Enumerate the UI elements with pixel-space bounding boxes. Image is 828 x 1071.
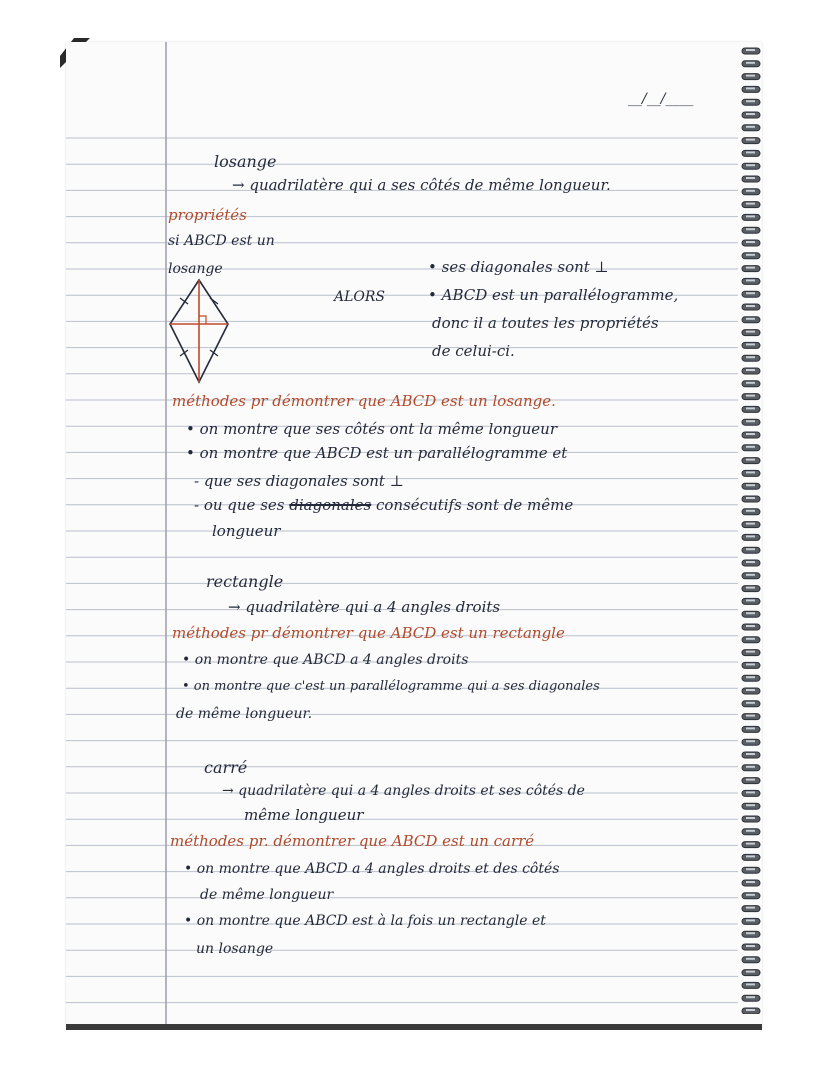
spiral-ring-highlight <box>746 932 755 934</box>
spiral-ring-highlight <box>746 177 755 179</box>
spiral-ring-highlight <box>746 804 755 806</box>
spiral-ring <box>742 61 760 67</box>
spiral-ring-highlight <box>746 433 755 435</box>
spiral-ring-highlight <box>746 855 755 857</box>
spiral-ring-highlight <box>746 139 755 141</box>
spiral-ring-highlight <box>746 971 755 973</box>
spiral-ring-highlight <box>746 727 755 729</box>
spiral-ring-highlight <box>746 484 755 486</box>
spiral-ring-highlight <box>746 766 755 768</box>
spiral-ring-highlight <box>746 958 755 960</box>
spiral-ring-highlight <box>746 740 755 742</box>
carre-method-2: • on montre que ABCD est à la fois un rectangle et <box>184 913 546 929</box>
carre-method-2-cont: un losange <box>196 941 274 957</box>
rectangle-method-2-cont: de même longueur. <box>176 706 313 722</box>
losange-method-2b-cont: longueur <box>212 522 281 540</box>
spiral-ring-highlight <box>746 894 755 896</box>
spiral-ring-highlight <box>746 356 755 358</box>
spiral-ring-highlight <box>746 651 755 653</box>
spiral-ring-highlight <box>746 510 755 512</box>
losange-method-1: • on montre que ses côtés ont la même longueur <box>186 420 558 438</box>
carre-methods-heading: méthodes pr. démontrer que ABCD est un carré <box>170 832 535 850</box>
method-2b-struck-word: diagonales <box>289 496 372 514</box>
spiral-ring-highlight <box>746 868 755 870</box>
method-2b-prefix: - ou que ses <box>194 496 285 514</box>
property-bullet-2-cont-1: donc il a toutes les propriétés <box>432 314 659 332</box>
spiral-ring-highlight <box>746 779 755 781</box>
spiral-ring-highlight <box>746 49 755 51</box>
spiral-ring-highlight <box>746 676 755 678</box>
date-field: __/__/____ <box>628 91 694 107</box>
property-bullet-2: • ABCD est un parallélogramme, <box>428 286 679 304</box>
property-bullet-1: • ses diagonales sont ⊥ <box>428 258 609 276</box>
spiral-ring-highlight <box>746 241 755 243</box>
spiral-ring-highlight <box>746 843 755 845</box>
losange-methods-heading: méthodes pr démontrer que ABCD est un losange. <box>172 392 556 410</box>
spiral-ring-highlight <box>746 382 755 384</box>
spiral-ring-highlight <box>746 292 755 294</box>
spiral-ring-highlight <box>746 945 755 947</box>
spiral-ring-highlight <box>746 126 755 128</box>
rectangle-methods-heading: méthodes pr démontrer que ABCD est un rectangle <box>172 624 565 642</box>
spiral-ring-highlight <box>746 420 755 422</box>
spiral-ring-highlight <box>746 228 755 230</box>
properties-heading: propriétés <box>168 206 247 224</box>
condition-line-1: si ABCD est un <box>168 233 275 249</box>
spiral-ring-highlight <box>746 407 755 409</box>
losange-definition: → quadrilatère qui a ses côtés de même longueur. <box>232 176 611 194</box>
spiral-ring-highlight <box>746 574 755 576</box>
losange-title: losange <box>214 152 277 171</box>
rectangle-method-2: • on montre que c'est un parallélogramme qui a ses diagonales <box>182 679 600 694</box>
rectangle-title: rectangle <box>206 572 284 591</box>
spiral-ring-highlight <box>746 446 755 448</box>
spiral-ring-highlight <box>746 203 755 205</box>
spiral-ring-highlight <box>746 267 755 269</box>
spiral-ring-highlight <box>746 113 755 115</box>
carre-definition: → quadrilatère qui a 4 angles droits et ses côtés de <box>222 783 585 799</box>
spiral-ring-highlight <box>746 318 755 320</box>
carre-definition-cont: même longueur <box>244 806 364 824</box>
spiral-ring-highlight <box>746 62 755 64</box>
spiral-ring-highlight <box>746 638 755 640</box>
spiral-ring-highlight <box>746 535 755 537</box>
spiral-ring-highlight <box>746 1009 755 1011</box>
spiral-ring-highlight <box>746 919 755 921</box>
carre-method-1-cont: de même longueur <box>200 887 334 903</box>
spiral-ring-highlight <box>746 753 755 755</box>
spiral-ring-highlight <box>746 75 755 77</box>
spiral-ring-highlight <box>746 702 755 704</box>
condition-line-2: losange <box>168 261 223 277</box>
alors-label: ALORS <box>334 289 386 305</box>
spiral-ring-highlight <box>746 343 755 345</box>
spiral-ring <box>742 534 760 540</box>
spiral-ring-highlight <box>746 305 755 307</box>
spiral-ring-highlight <box>746 254 755 256</box>
spiral-ring-highlight <box>746 459 755 461</box>
spiral-ring-highlight <box>746 87 755 89</box>
spiral-ring-highlight <box>746 561 755 563</box>
spiral-ring-highlight <box>746 599 755 601</box>
rhombus-diagram <box>166 278 232 386</box>
spiral-ring-highlight <box>746 881 755 883</box>
losange-method-2b <box>194 498 573 513</box>
spiral-ring <box>742 291 760 297</box>
spiral-ring-highlight <box>746 689 755 691</box>
carre-title: carré <box>204 758 248 777</box>
carre-method-1: • on montre que ABCD a 4 angles droits et des côtés <box>184 861 560 877</box>
spiral-binding <box>738 44 766 1014</box>
rectangle-definition: → quadrilatère qui a 4 angles droits <box>228 598 501 616</box>
losange-method-2: • on montre que ABCD est un parallélogramme et <box>186 444 568 462</box>
spiral-ring-highlight <box>746 983 755 985</box>
spiral-ring-highlight <box>746 151 755 153</box>
spiral-ring-highlight <box>746 471 755 473</box>
spiral-ring-highlight <box>746 279 755 281</box>
spiral-ring-highlight <box>746 100 755 102</box>
spiral-ring-highlight <box>746 663 755 665</box>
spiral-ring-highlight <box>746 395 755 397</box>
spiral-ring <box>742 138 760 144</box>
spiral-ring-highlight <box>746 548 755 550</box>
spiral-ring-highlight <box>746 715 755 717</box>
spiral-ring-highlight <box>746 497 755 499</box>
spiral-ring-highlight <box>746 164 755 166</box>
spiral-ring-highlight <box>746 817 755 819</box>
spiral-ring-highlight <box>746 907 755 909</box>
page-bottom-edge <box>66 1024 762 1030</box>
method-2b-suffix: consécutifs sont de même <box>376 496 574 514</box>
losange-method-2a: - que ses diagonales sont ⊥ <box>194 472 404 490</box>
spiral-ring-highlight <box>746 625 755 627</box>
spiral-ring-highlight <box>746 587 755 589</box>
spiral-ring-highlight <box>746 830 755 832</box>
spiral-ring-highlight <box>746 791 755 793</box>
spiral-ring-highlight <box>746 190 755 192</box>
spiral-ring-highlight <box>746 996 755 998</box>
spiral-ring-highlight <box>746 369 755 371</box>
property-bullet-2-cont-2: de celui-ci. <box>432 342 515 360</box>
spiral-ring-highlight <box>746 331 755 333</box>
spiral-ring-highlight <box>746 215 755 217</box>
spiral-ring-highlight <box>746 523 755 525</box>
rectangle-method-1: • on montre que ABCD a 4 angles droits <box>182 652 469 668</box>
spiral-ring-highlight <box>746 612 755 614</box>
